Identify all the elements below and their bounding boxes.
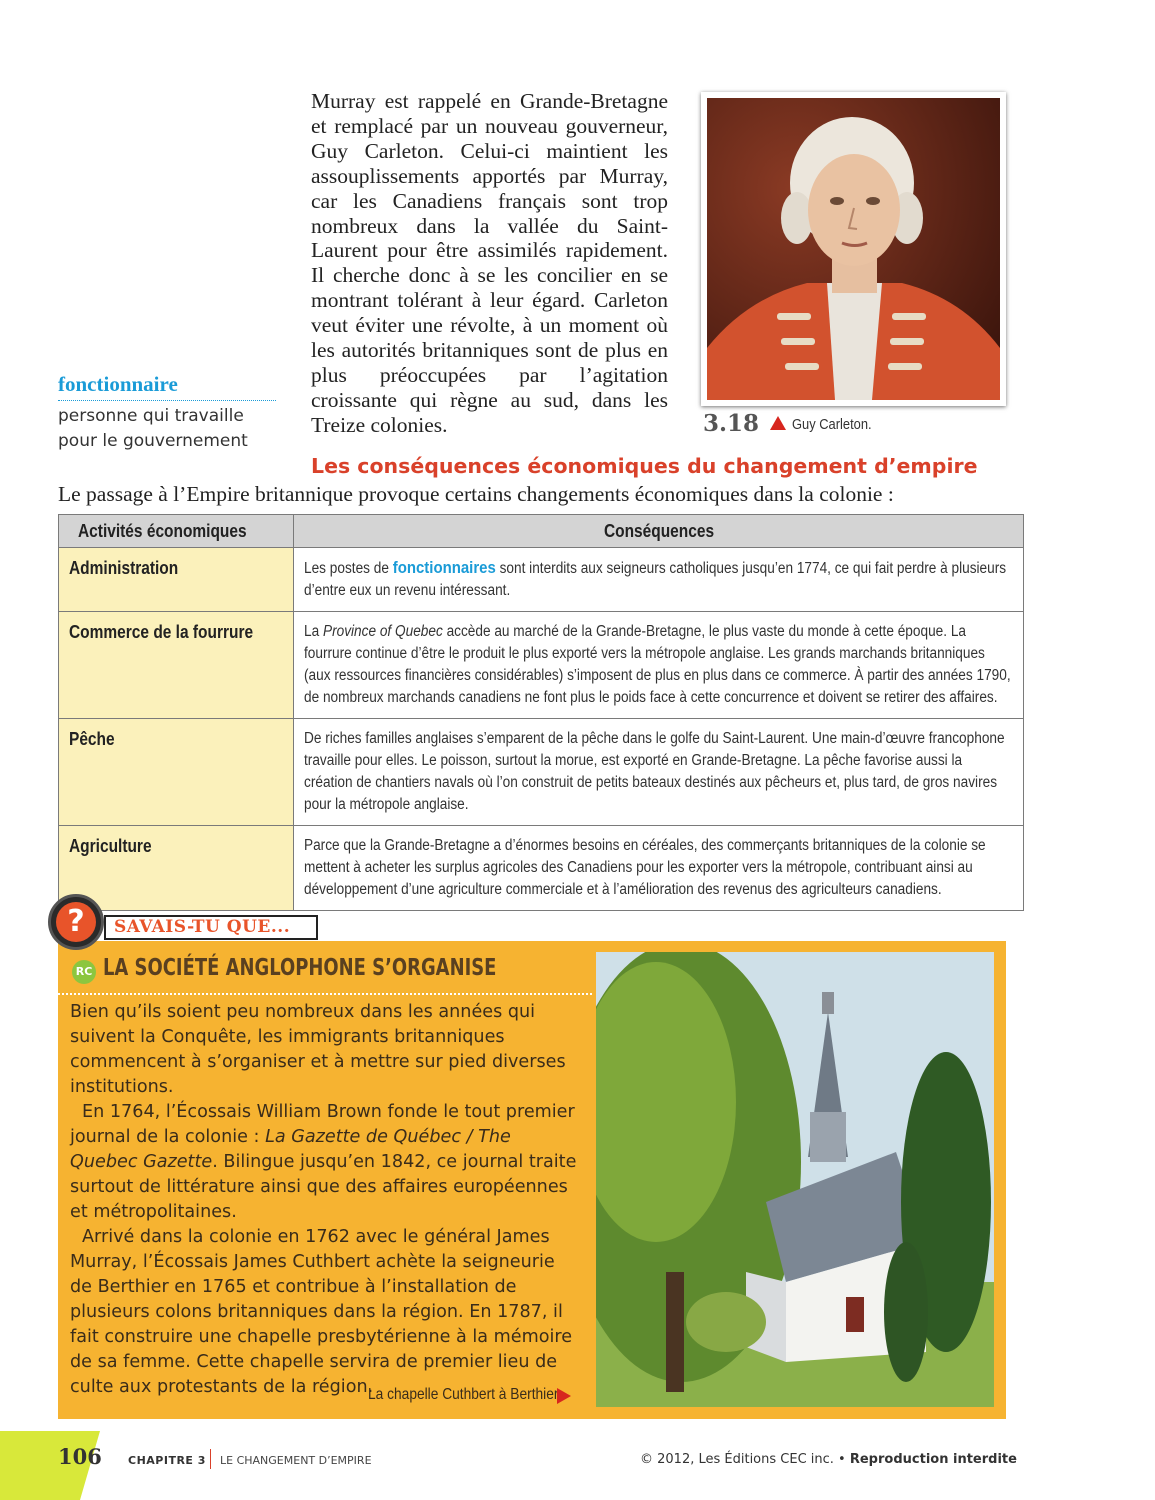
question-mark-icon: ?: [56, 902, 96, 942]
chapter-title: LE CHANGEMENT D’EMPIRE: [220, 1454, 372, 1467]
glossary-definition: [58, 404, 278, 454]
italic-term: Province of Quebec: [323, 623, 443, 640]
table-row: [59, 612, 1024, 719]
portrait-guy-carleton: [701, 92, 1006, 406]
activity-cell: Pêche: [59, 719, 294, 826]
portrait-image: [707, 98, 1000, 400]
newspaper-title: La Gazette de Québec / The Quebec Gazette: [70, 1127, 511, 1172]
activity-cell: Agriculture: [59, 826, 294, 911]
consequence-cell: Les postes de fonctionnaires sont interdits aux seigneurs catholiques jusqu’en 1774, ce qui fait perdre à plusieurs d’entre eux un revenu intéressant.: [294, 548, 1024, 612]
chapel-photo: [596, 952, 994, 1407]
glossary-divider: [58, 400, 276, 401]
page-number: 106: [58, 1444, 102, 1469]
glossary-term: fonctionnaire: [58, 372, 178, 396]
consequence-cell: Parce que la Grande-Bretagne a d’énormes besoins en céréales, des commerçants britanniques de la colonie se mettent à acheter les surplus agricoles des Canadiens pour les exporter vers la métropole, contribuant ainsi au développement d’une agriculture commerciale et à l’amélioration des revenus des agriculteurs canadiens.: [294, 826, 1024, 911]
box-body: [70, 1000, 582, 1400]
column-header-activities: Activités économiques: [59, 515, 294, 548]
glossary-keyword-link[interactable]: fonctionnaires: [392, 558, 496, 577]
intro-paragraph: Murray est rappelé en Grande-Bretagne et remplacé par un nouveau gouverneur, Guy Carleton. Celui-ci maintient les assouplissements apportés par Murray, car les Canadiens français sont trop nombreux dans la vallée du Saint-Laurent pour être assimilés rapidement. Il cherche donc à se les concilier en se montrant tolérant à leur égard. Carleton veut éviter une révolte, à un moment où les autorités britanniques sont de plus en plus préoccupées par l’agitation croissante qui règne au sud, dans les Treize colonies.: [311, 89, 668, 437]
consequence-cell: De riches familles anglaises s’emparent de la pêche dans le golfe du Saint-Laurent. Une main-d’œuvre francophone travaille pour elles. Le poisson, surtout la morue, est exporté en Grande-Bretagne. La pêche favorise aussi la création de chantiers navals où l’on construit de petits bateaux destinés aux pêcheurs et, plus tard, de gros navires pour la métropole anglaise.: [294, 719, 1024, 826]
figure-number: 3.18: [703, 410, 760, 437]
box-paragraph-3: Arrivé dans la colonie en 1762 avec le général James Murray, l’Écossais James Cuthbert achète la seigneurie de Berthier en 1765 et contribue à l’installation de plusieurs colons britanniques dans la région. En 1787, il fait construire une chapelle presbytérienne à la mémoire de sa femme. Cette chapelle servira de premier lieu de culte aux protestants de la région.: [70, 1227, 573, 1397]
did-you-know-label: SAVAIS-TU QUE...: [104, 915, 318, 940]
box-divider: [58, 993, 592, 995]
activity-cell: Commerce de la fourrure: [59, 612, 294, 719]
section-intro: Le passage à l’Empire britannique provoque certains changements économiques dans la colonie :: [58, 482, 894, 506]
box-title: LA SOCIÉTÉ ANGLOPHONE S’ORGANISE: [103, 955, 497, 981]
figure-caption: Guy Carleton.: [792, 416, 872, 433]
caption-up-arrow-icon: [770, 416, 786, 430]
table-row: [59, 826, 1024, 911]
chapel-image: [596, 952, 994, 1407]
reproduction-notice: Reproduction interdite: [849, 1452, 1017, 1467]
glossary-definition-line-2: pour le gouvernement: [58, 431, 248, 451]
economic-consequences-table: [58, 514, 1024, 911]
chapel-caption: La chapelle Cuthbert à Berthier.: [368, 1386, 562, 1403]
copyright-notice: © 2012, Les Éditions CEC inc. • Reproduction interdite: [640, 1452, 1017, 1467]
table-row: [59, 719, 1024, 826]
column-header-consequences: Conséquences: [294, 515, 1024, 548]
box-paragraph-2: En 1764, l’Écossais William Brown fonde le tout premier journal de la colonie : La Gazette de Québec / The Quebec Gazette. Bilingue jusqu’en 1842, ce journal traite surtout de littérature ainsi que des affaires européennes et métropolitaines.: [70, 1102, 577, 1222]
table-row: [59, 548, 1024, 612]
box-paragraph-1: Bien qu’ils soient peu nombreux dans les années qui suivent la Conquête, les immigrants britanniques commencent à s’organiser et à mettre sur pied diverses institutions.: [70, 1002, 566, 1097]
glossary-definition-line-1: personne qui travaille: [58, 406, 244, 426]
activity-cell: Administration: [59, 548, 294, 612]
consequence-cell: La Province of Quebec accède au marché de la Grande-Bretagne, le plus vaste du monde à cette époque. La fourrure continue d’être le produit le plus exporté vers la métropole anglaise. Les grands marchands britanniques (aux ressources financières considérables) s’imposent de plus en plus dans ce commerce. À partir des années 1790, de nombreux marchands canadiens ne font plus le poids face à cette concurrence et doivent se retirer des affaires.: [294, 612, 1024, 719]
table-header-row: [59, 515, 1024, 548]
chapter-label: CHAPITRE 3: [128, 1454, 206, 1467]
chapter-separator: [210, 1449, 211, 1469]
section-heading: Les conséquences économiques du changement d’empire: [311, 454, 978, 478]
caption-right-arrow-icon: [557, 1388, 571, 1404]
rc-badge-icon: RC: [72, 960, 96, 984]
